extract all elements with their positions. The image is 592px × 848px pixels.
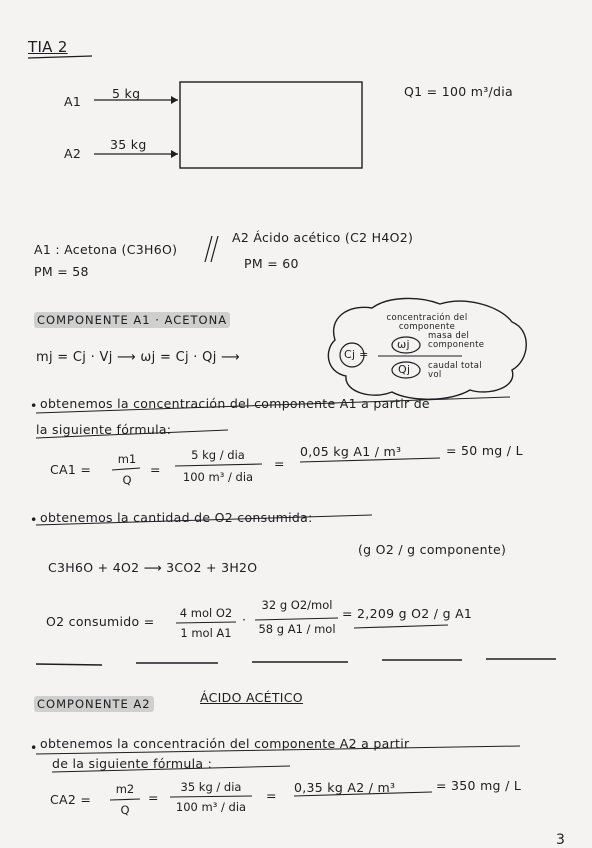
process-box bbox=[180, 82, 362, 168]
section1-bullet1-cont: la siguiente fórmula: bbox=[36, 422, 172, 437]
component-separator bbox=[205, 236, 212, 262]
a1-molar-mass: PM = 58 bbox=[34, 264, 89, 279]
o2-dot: · bbox=[242, 612, 247, 627]
ca2-lhs: CA2 = bbox=[50, 792, 92, 807]
o2-result: = 2,209 g O2 / g A1 bbox=[342, 606, 473, 621]
ca1-num2: 5 kg / dia bbox=[191, 448, 245, 462]
flow-rate: Q1 = 100 m³/dia bbox=[404, 84, 514, 99]
a2-molar-mass: PM = 60 bbox=[244, 256, 299, 271]
bubble-wj-desc: masa del componente bbox=[428, 331, 485, 350]
ca2-num1: m2 bbox=[115, 782, 135, 796]
bullet-dot: • bbox=[30, 512, 38, 527]
ca2-den2: 100 m³ / dia bbox=[175, 800, 247, 814]
o2-num1: 4 mol O2 bbox=[179, 606, 233, 620]
ca1-result: 0,05 kg A1 / m³ bbox=[300, 444, 402, 459]
input1-label: A1 bbox=[64, 94, 82, 109]
input1-mass: 5 kg bbox=[112, 86, 141, 101]
o2-den2: 58 g A1 / mol bbox=[258, 622, 336, 636]
bubble-wj: ωj bbox=[397, 338, 410, 351]
o2-lhs: O2 consumido = bbox=[46, 614, 155, 629]
bullet-dot: • bbox=[30, 740, 38, 755]
ca2-result: 0,35 kg A2 / m³ bbox=[294, 780, 396, 795]
bullet-dot: • bbox=[30, 398, 38, 413]
section2-subtitle: ÁCIDO ACÉTICO bbox=[200, 690, 303, 705]
bubble-title: concentración del componente bbox=[386, 313, 468, 332]
section2-bullet1-cont: de la siguiente fórmula : bbox=[52, 756, 213, 771]
a1-definition: A1 : Acetona (C3H6O) bbox=[34, 242, 178, 257]
ca1-den2: 100 m³ / dia bbox=[182, 470, 254, 484]
ca1-eq1: = bbox=[150, 462, 161, 477]
ca2-den1: Q bbox=[120, 803, 130, 817]
page-title: TIA 2 bbox=[28, 38, 68, 56]
ca1-den1: Q bbox=[122, 473, 132, 487]
mass-flow-equation: mj = Cj · Vj ⟶ ωj = Cj · Qj ⟶ bbox=[36, 350, 240, 365]
o2-num2: 32 g O2/mol bbox=[261, 598, 333, 612]
bubble-qj-desc: caudal total vol bbox=[428, 361, 482, 380]
title-underline bbox=[28, 56, 92, 58]
ca1-result-mgL: = 50 mg / L bbox=[446, 443, 523, 458]
ca2-eq2: = bbox=[266, 788, 277, 803]
section1-bullet2: obtenemos la cantidad de O2 consumida: bbox=[40, 510, 313, 525]
input2-mass: 35 kg bbox=[110, 137, 147, 152]
reaction-units: (g O2 / g componente) bbox=[358, 542, 507, 557]
a2-definition: A2 Ácido acético (C2 H4O2) bbox=[232, 230, 414, 245]
ca1-lhs: CA1 = bbox=[50, 462, 92, 477]
section2-bullet1: obtenemos la concentración del componente A2 a partir bbox=[40, 736, 410, 751]
ca2-result-mgL: = 350 mg / L bbox=[436, 778, 522, 793]
section1-bullet1: obtenemos la concentración del componente A1 a partir de bbox=[40, 396, 430, 411]
input2-label: A2 bbox=[64, 146, 82, 161]
ca1-num1: m1 bbox=[117, 452, 137, 466]
combustion-reaction: C3H6O + 4O2 ⟶ 3CO2 + 3H2O bbox=[48, 560, 258, 575]
ca2-eq1: = bbox=[148, 790, 159, 805]
o2-den1: 1 mol A1 bbox=[180, 626, 232, 640]
page-number: 3 bbox=[556, 832, 566, 848]
section1-heading: COMPONENTE A1 · ACETONA bbox=[34, 312, 230, 327]
bubble-cj: Cj = bbox=[344, 348, 369, 361]
section-separator bbox=[36, 659, 556, 665]
bubble-qj: Qj bbox=[398, 363, 411, 376]
ca2-num2: 35 kg / dia bbox=[180, 780, 242, 794]
section2-heading: COMPONENTE A2 bbox=[34, 696, 154, 711]
ca1-eq2: = bbox=[274, 456, 285, 471]
